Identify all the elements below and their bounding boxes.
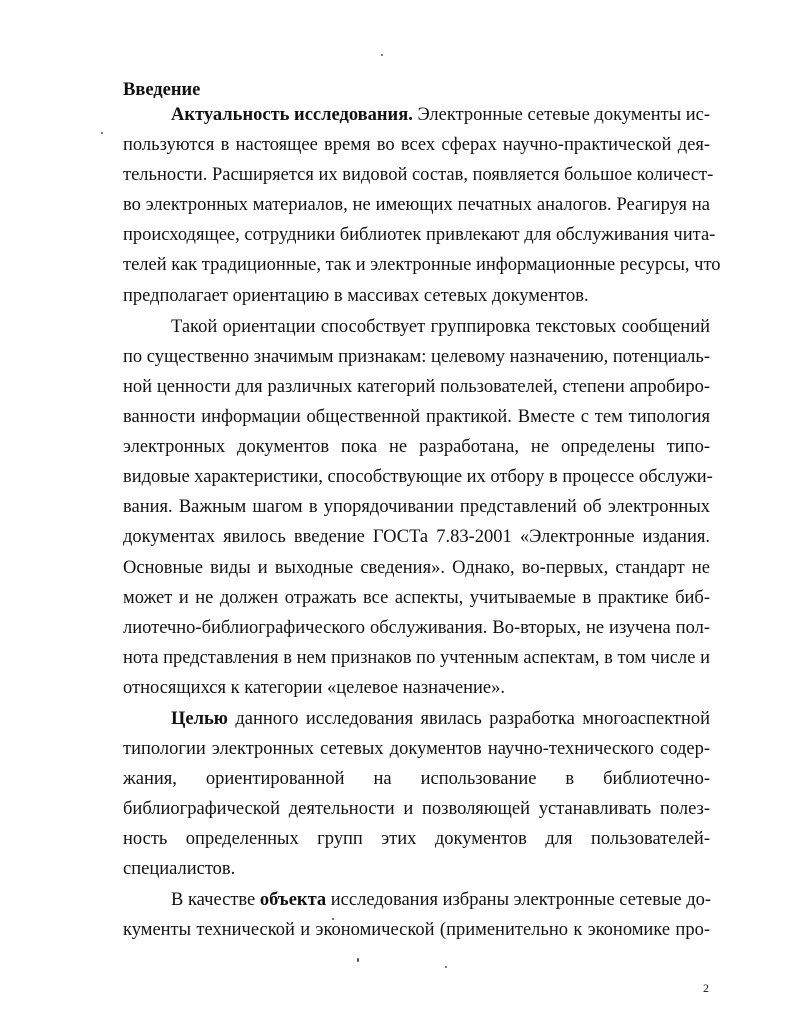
bold-term: Актуальность исследования. <box>171 105 413 125</box>
section-heading: Введение <box>123 80 201 100</box>
scan-speck <box>101 132 103 134</box>
paragraph-line: нота представления в нем признаков по учтенным аспектам, в том числе и <box>123 648 710 668</box>
paragraph-line: Целью данного исследования явилась разработка многоаспектной <box>171 709 710 729</box>
paragraph-line: телей как традиционные, так и электронные информационные ресурсы, что <box>123 255 721 275</box>
paragraph-line: библиографической деятельности и позволяющей устанавливать полез- <box>123 799 710 819</box>
paragraph-line: лиотечно-библиографического обслуживания. Во-вторых, не изучена пол- <box>123 618 710 638</box>
paragraph-line: кументы технической и экономической (применительно к экономике про- <box>123 920 710 940</box>
bold-term: Целью <box>171 709 228 729</box>
paragraph-line: происходящее, сотрудники библиотек привлекают для обслуживания чита- <box>123 225 716 245</box>
paragraph-line: типологии электронных сетевых документов научно-технического содер- <box>123 739 710 759</box>
bold-term: объекта <box>259 890 327 910</box>
paragraph-line: во электронных материалов, не имеющих печатных аналогов. Реагируя на <box>123 195 710 215</box>
paragraph-line: электронных документов пока не разработана, не определены типо- <box>123 437 710 457</box>
paragraph-line: пользуются в настоящее время во всех сферах научно-практической дея- <box>123 135 710 155</box>
paragraph-line: видовые характеристики, способствующие их отбору в процессе обслужи- <box>123 467 713 487</box>
paragraph-line: тельности. Расширяется их видовой состав, появляется большое количест- <box>123 165 714 185</box>
paragraph-line: Такой ориентации способствует группировка текстовых сообщений <box>171 317 710 337</box>
paragraph-line: ванности информации общественной практикой. Вместе с тем типология <box>123 407 710 427</box>
paragraph-line: по существенно значимым признакам: целевому назначению, потенциаль- <box>123 347 710 367</box>
paragraph-line: Актуальность исследования. Электронные сетевые документы ис- <box>171 105 711 125</box>
paragraph-line: может и не должен отражать все аспекты, учитываемые в практике биб- <box>123 588 710 608</box>
scan-speck <box>357 958 359 962</box>
scan-speck <box>332 918 334 920</box>
paragraph-line: относящихся к категории «целевое назначение». <box>123 678 505 698</box>
paragraph-line: В качестве объекта исследования избраны электронные сетевые до- <box>171 890 712 910</box>
paragraph-line: специалистов. <box>123 859 236 879</box>
scan-speck <box>381 54 383 56</box>
paragraph-line: вания. Важным шагом в упорядочивании представлений об электронных <box>123 497 710 517</box>
paragraph-line: жания, ориентированной на использование в библиотечно- <box>123 769 710 789</box>
paragraph-line: ной ценности для различных категорий пользователей, степени апробиро- <box>123 377 710 397</box>
paragraph-line: Основные виды и выходные сведения». Однако, во-первых, стандарт не <box>123 558 710 578</box>
scan-speck <box>445 966 447 968</box>
paragraph-line: предполагает ориентацию в массивах сетевых документов. <box>123 286 589 306</box>
paragraph-line: ность определенных групп этих документов для пользователей- <box>123 829 710 849</box>
page-number: 2 <box>703 981 709 995</box>
paragraph-line: документах явилось введение ГОСТа 7.83-2001 «Электронные издания. <box>123 527 710 547</box>
